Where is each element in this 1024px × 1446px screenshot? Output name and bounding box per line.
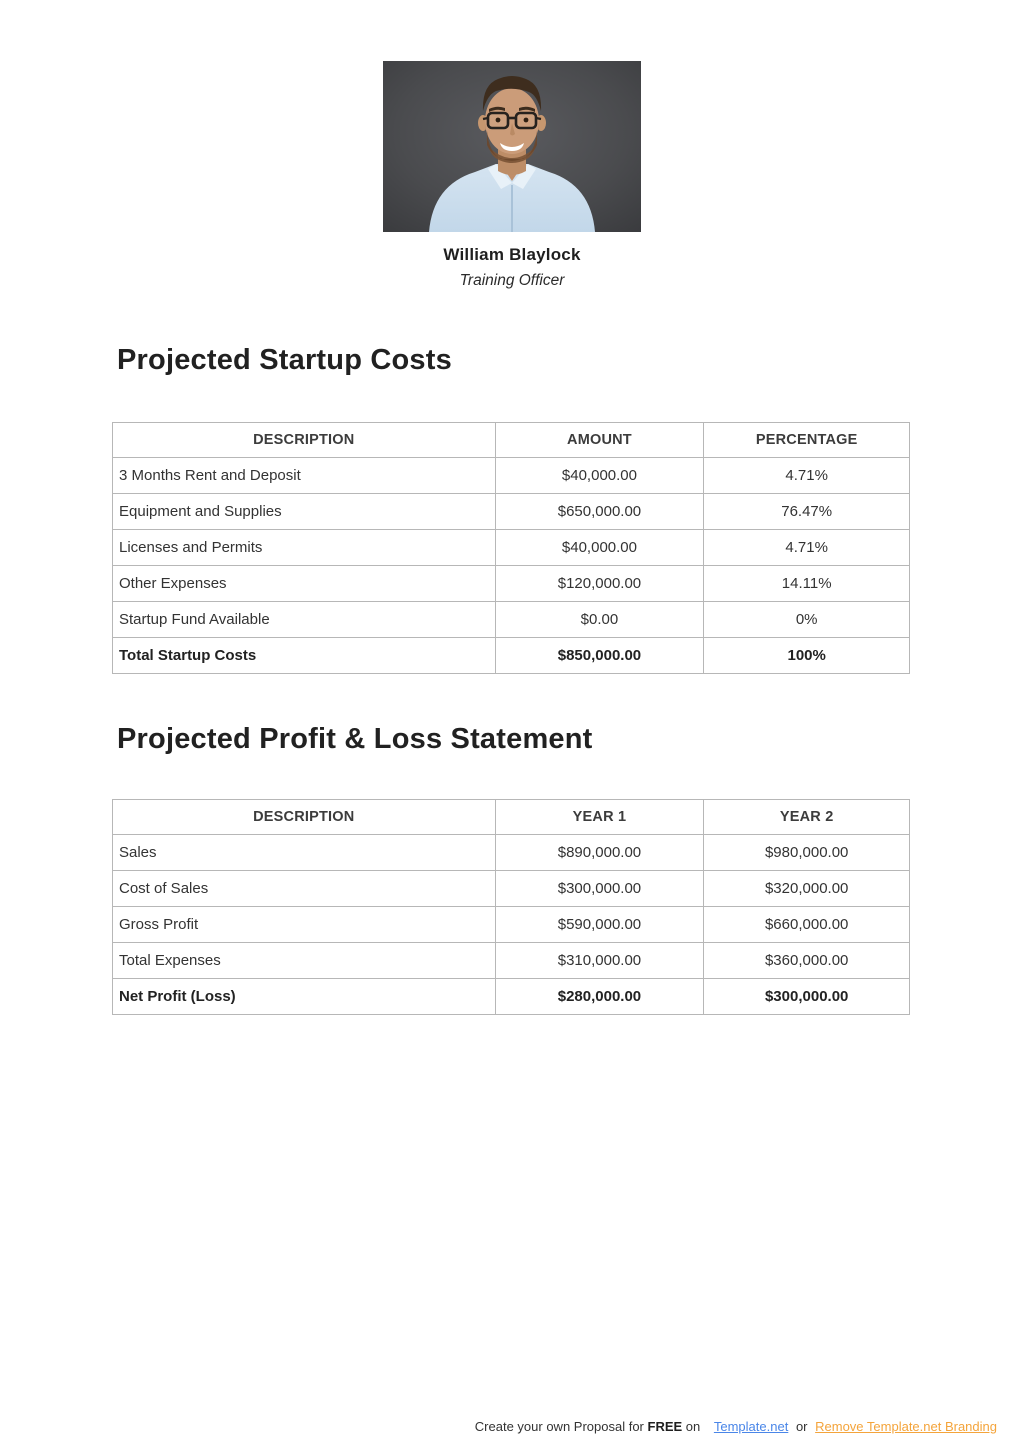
profit-loss-table bbox=[112, 799, 910, 1015]
table-cell: Other Expenses bbox=[113, 566, 496, 602]
column-header: YEAR 1 bbox=[495, 800, 704, 835]
profile-block bbox=[0, 61, 1024, 290]
table-cell: Total Startup Costs bbox=[113, 638, 496, 674]
footer-or-label: or bbox=[795, 1419, 808, 1434]
table-cell: $300,000.00 bbox=[704, 979, 910, 1015]
table-cell: Gross Profit bbox=[113, 907, 496, 943]
footer-branding bbox=[475, 1419, 997, 1434]
table-row bbox=[113, 871, 910, 907]
table-cell: $40,000.00 bbox=[495, 458, 704, 494]
table-cell: $40,000.00 bbox=[495, 530, 704, 566]
table-cell: Sales bbox=[113, 835, 496, 871]
profile-name: William Blaylock bbox=[443, 245, 581, 264]
table-row bbox=[113, 907, 910, 943]
table-cell: $310,000.00 bbox=[495, 943, 704, 979]
table-cell: $320,000.00 bbox=[704, 871, 910, 907]
startup-costs-heading: Projected Startup Costs bbox=[117, 344, 452, 376]
table-cell: 3 Months Rent and Deposit bbox=[113, 458, 496, 494]
table-cell: $660,000.00 bbox=[704, 907, 910, 943]
column-header: PERCENTAGE bbox=[704, 423, 910, 458]
template-net-link[interactable]: Template.net bbox=[713, 1419, 789, 1434]
table-row bbox=[113, 602, 910, 638]
table-cell: $0.00 bbox=[495, 602, 704, 638]
table-row bbox=[113, 979, 910, 1015]
table-cell: 4.71% bbox=[704, 530, 910, 566]
column-header: DESCRIPTION bbox=[113, 423, 496, 458]
table-cell: 4.71% bbox=[704, 458, 910, 494]
table-row bbox=[113, 566, 910, 602]
table-cell: Licenses and Permits bbox=[113, 530, 496, 566]
column-header: DESCRIPTION bbox=[113, 800, 496, 835]
table-cell: $360,000.00 bbox=[704, 943, 910, 979]
table-cell: $300,000.00 bbox=[495, 871, 704, 907]
column-header: YEAR 2 bbox=[704, 800, 910, 835]
table-cell: $280,000.00 bbox=[495, 979, 704, 1015]
table-cell: Total Expenses bbox=[113, 943, 496, 979]
table-cell: $850,000.00 bbox=[495, 638, 704, 674]
table-header-row bbox=[113, 800, 910, 835]
table-row bbox=[113, 494, 910, 530]
table-header-row bbox=[113, 423, 910, 458]
profile-photo bbox=[383, 61, 641, 232]
table-cell: Equipment and Supplies bbox=[113, 494, 496, 530]
footer-free-label: FREE bbox=[647, 1419, 683, 1434]
table-row bbox=[113, 835, 910, 871]
profile-job-title: Training Officer bbox=[459, 272, 565, 289]
table-row bbox=[113, 943, 910, 979]
column-header: AMOUNT bbox=[495, 423, 704, 458]
footer-text: on bbox=[682, 1419, 701, 1434]
table-cell: Net Profit (Loss) bbox=[113, 979, 496, 1015]
remove-branding-link[interactable]: Remove Template.net Branding bbox=[815, 1419, 997, 1434]
table-cell: $120,000.00 bbox=[495, 566, 704, 602]
profit-loss-heading: Projected Profit & Loss Statement bbox=[117, 723, 593, 755]
table-cell: $980,000.00 bbox=[704, 835, 910, 871]
table-cell: Startup Fund Available bbox=[113, 602, 496, 638]
table-cell: $650,000.00 bbox=[495, 494, 704, 530]
table-cell: 14.11% bbox=[704, 566, 910, 602]
table-row bbox=[113, 638, 910, 674]
table-cell: 76.47% bbox=[704, 494, 910, 530]
startup-costs-table bbox=[112, 422, 910, 674]
table-row bbox=[113, 458, 910, 494]
table-cell: 100% bbox=[704, 638, 910, 674]
table-cell: Cost of Sales bbox=[113, 871, 496, 907]
table-cell: 0% bbox=[704, 602, 910, 638]
table-row bbox=[113, 530, 910, 566]
footer-text: Create your own Proposal for bbox=[474, 1419, 648, 1434]
table-cell: $890,000.00 bbox=[495, 835, 704, 871]
table-cell: $590,000.00 bbox=[495, 907, 704, 943]
